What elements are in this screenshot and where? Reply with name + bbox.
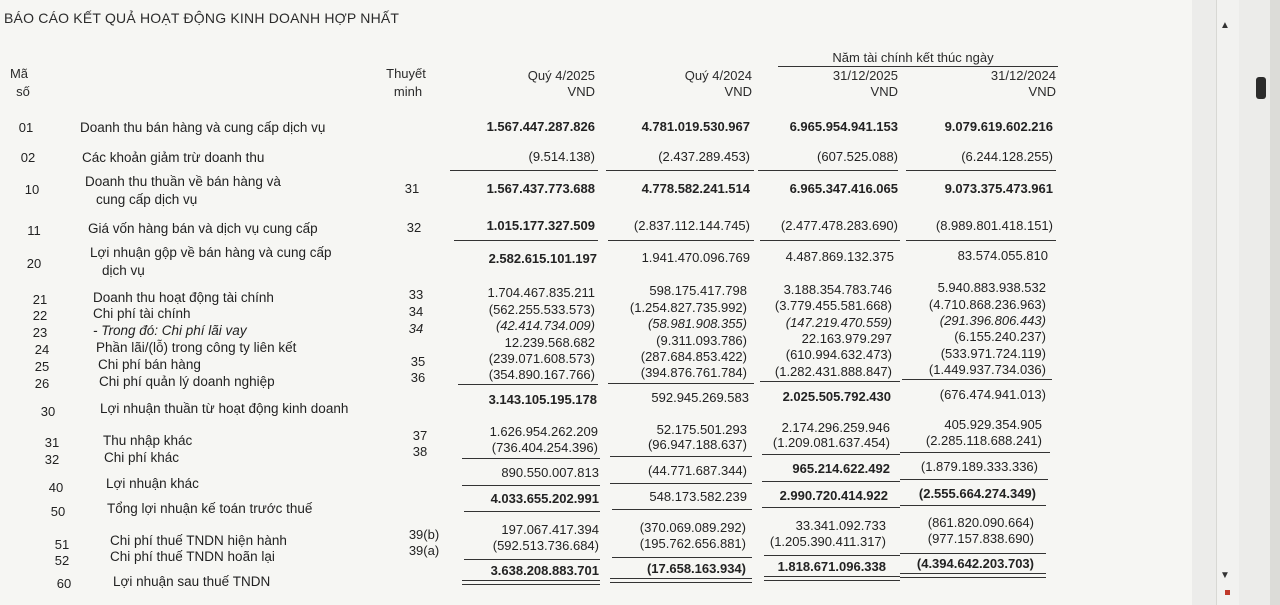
subtotal-line bbox=[762, 481, 900, 482]
q4-2024-value: (287.684.853.422) bbox=[640, 349, 747, 364]
row-label-line2: cung cấp dịch vụ bbox=[96, 192, 198, 207]
row-code: 01 bbox=[18, 120, 34, 135]
header-group-underline bbox=[778, 66, 1058, 67]
header-q4-2024-currency: VND bbox=[724, 84, 752, 99]
subtotal-line bbox=[906, 240, 1056, 241]
row-code: 50 bbox=[50, 504, 66, 519]
row-code: 30 bbox=[40, 404, 56, 419]
subtotal-line bbox=[464, 559, 600, 560]
subtotal-line bbox=[762, 454, 900, 455]
fy-2024-value: (676.474.941.013) bbox=[939, 387, 1046, 402]
subtotal-line bbox=[464, 511, 600, 512]
q4-2025-value: (592.513.736.684) bbox=[492, 538, 599, 553]
row-label: Chi phí quản lý doanh nghiệp bbox=[99, 374, 275, 389]
row-note: 38 bbox=[412, 444, 428, 459]
row-label: Chi phí thuế TNDN hoãn lại bbox=[110, 549, 275, 564]
row-label: Phần lãi/(lỗ) trong công ty liên kết bbox=[96, 340, 297, 355]
subtotal-line bbox=[450, 170, 598, 171]
header-fy-2025: 31/12/2025 bbox=[832, 68, 898, 83]
q4-2024-value: 592.945.269.583 bbox=[651, 390, 749, 405]
subtotal-line bbox=[900, 479, 1048, 480]
q4-2025-value: 2.582.615.101.197 bbox=[488, 251, 597, 266]
q4-2024-value: 1.941.470.096.769 bbox=[641, 250, 750, 265]
fy-2025-value: (610.994.632.473) bbox=[785, 347, 892, 362]
fy-2025-value: 22.163.979.297 bbox=[801, 331, 892, 346]
fy-2025-value: 2.990.720.414.922 bbox=[779, 488, 888, 503]
row-code: 21 bbox=[32, 292, 48, 307]
q4-2025-value: 3.143.105.195.178 bbox=[488, 392, 597, 407]
header-code-line2: số bbox=[16, 84, 30, 99]
q4-2024-value: (394.876.761.784) bbox=[640, 365, 747, 380]
q4-2025-value: 12.239.568.682 bbox=[504, 335, 595, 350]
report-title: BÁO CÁO KẾT QUẢ HOẠT ĐỘNG KINH DOANH HỢP NHẤT bbox=[4, 10, 400, 26]
q4-2024-value: (1.254.827.735.992) bbox=[629, 300, 747, 315]
subtotal-line bbox=[462, 458, 600, 459]
subtotal-line bbox=[900, 505, 1046, 506]
row-label: Lợi nhuận khác bbox=[106, 476, 199, 491]
subtotal-line bbox=[760, 381, 900, 382]
q4-2025-value: (9.514.138) bbox=[528, 149, 595, 164]
header-q4-2025-currency: VND bbox=[567, 84, 595, 99]
total-double-line bbox=[764, 576, 900, 581]
row-note: 34 bbox=[408, 304, 424, 319]
q4-2024-value: (2.837.112.144.745) bbox=[633, 218, 750, 233]
subtotal-line bbox=[612, 509, 752, 510]
q4-2025-value: 1.015.177.327.509 bbox=[486, 218, 595, 233]
fy-2025-value: (1.209.081.637.454) bbox=[772, 435, 890, 450]
row-label: Lợi nhuận gộp về bán hàng và cung cấp bbox=[90, 245, 332, 260]
fy-2024-value: (2.285.118.688.241) bbox=[925, 433, 1042, 448]
fy-2024-value: 83.574.055.810 bbox=[957, 248, 1048, 263]
fy-2025-value: (607.525.088) bbox=[817, 149, 898, 164]
fy-2024-value: (1.879.189.333.336) bbox=[920, 459, 1038, 474]
row-note: 33 bbox=[408, 287, 424, 302]
subtotal-line bbox=[902, 379, 1052, 380]
q4-2025-value: 890.550.007.813 bbox=[501, 465, 599, 480]
fy-2025-value: 4.487.869.132.375 bbox=[785, 249, 894, 264]
subtotal-line bbox=[610, 456, 752, 457]
fy-2024-value: (533.971.724.119) bbox=[940, 346, 1046, 361]
row-code: 11 bbox=[27, 223, 41, 238]
row-note: 36 bbox=[410, 370, 426, 385]
header-fy-2024: 31/12/2024 bbox=[990, 68, 1056, 83]
row-note: 31 bbox=[404, 181, 420, 196]
row-code: 20 bbox=[26, 256, 42, 271]
q4-2025-value: 1.567.437.773.688 bbox=[486, 181, 595, 196]
fy-2025-value: 6.965.347.416.065 bbox=[789, 181, 898, 196]
q4-2024-value: 598.175.417.798 bbox=[649, 283, 747, 298]
fy-2025-value: (147.219.470.559) bbox=[785, 315, 892, 330]
fy-2024-value: (6.244.128.255) bbox=[961, 149, 1053, 164]
row-code: 40 bbox=[48, 480, 64, 495]
q4-2024-value: (195.762.656.881) bbox=[639, 536, 746, 551]
subtotal-line bbox=[760, 240, 900, 241]
header-code-line1: Mã bbox=[9, 66, 29, 81]
subtotal-line bbox=[458, 384, 598, 385]
q4-2024-value: 4.781.019.530.967 bbox=[641, 119, 750, 134]
fy-2024-value: 9.073.375.473.961 bbox=[944, 181, 1053, 196]
q4-2025-value: (736.404.254.396) bbox=[491, 440, 598, 455]
row-label: - Trong đó: Chi phí lãi vay bbox=[93, 323, 247, 338]
row-label: Các khoản giảm trừ doanh thu bbox=[82, 150, 265, 165]
row-label: Lợi nhuận sau thuế TNDN bbox=[113, 574, 271, 589]
row-code: 51 bbox=[54, 537, 70, 552]
fy-2025-value: (2.477.478.283.690) bbox=[780, 218, 898, 233]
subtotal-line bbox=[610, 483, 752, 484]
fy-2025-value: (1.282.431.888.847) bbox=[774, 364, 892, 379]
row-note: 39(b) bbox=[408, 527, 440, 542]
subtotal-line bbox=[900, 553, 1046, 554]
row-label: Thu nhập khác bbox=[103, 433, 193, 448]
row-note: 34 bbox=[408, 321, 424, 336]
q4-2025-value: (42.414.734.009) bbox=[495, 318, 595, 333]
subtotal-line bbox=[454, 240, 598, 241]
header-year-group: Năm tài chính kết thúc ngày bbox=[832, 50, 994, 65]
row-code: 26 bbox=[34, 376, 50, 391]
fy-2024-value: 9.079.619.602.216 bbox=[944, 119, 1053, 134]
row-label: Chi phí bán hàng bbox=[98, 357, 201, 372]
row-label: Chi phí thuế TNDN hiện hành bbox=[110, 533, 287, 548]
q4-2024-value: 52.175.501.293 bbox=[656, 422, 747, 437]
q4-2025-value: 3.638.208.883.701 bbox=[490, 563, 599, 578]
q4-2024-value: (58.981.908.355) bbox=[647, 316, 747, 331]
total-double-line bbox=[462, 580, 600, 585]
fy-2025-value: (3.779.455.581.668) bbox=[774, 298, 892, 313]
subtotal-line bbox=[758, 170, 898, 171]
q4-2024-value: (9.311.093.786) bbox=[656, 333, 747, 348]
row-code: 52 bbox=[54, 553, 70, 568]
row-label: Doanh thu hoạt động tài chính bbox=[93, 290, 274, 305]
subtotal-line bbox=[462, 485, 600, 486]
row-label: Chi phí khác bbox=[104, 450, 180, 465]
q4-2025-value: (562.255.533.573) bbox=[488, 302, 595, 317]
q4-2025-value: (239.071.608.573) bbox=[488, 351, 595, 366]
subtotal-line bbox=[900, 452, 1050, 453]
row-code: 25 bbox=[34, 359, 50, 374]
fy-2025-value: (1.205.390.411.317) bbox=[769, 534, 886, 549]
q4-2024-value: (370.069.089.292) bbox=[639, 520, 746, 535]
row-code: 32 bbox=[44, 452, 60, 467]
row-code: 24 bbox=[34, 342, 50, 357]
q4-2024-value: 548.173.582.239 bbox=[649, 489, 747, 504]
fy-2024-value: (1.449.937.734.036) bbox=[928, 362, 1046, 377]
total-double-line bbox=[900, 573, 1046, 578]
subtotal-line bbox=[606, 170, 754, 171]
fy-2024-value: 405.929.354.905 bbox=[944, 417, 1042, 432]
scroll-up-icon[interactable]: ▲ bbox=[1220, 20, 1230, 31]
q4-2025-value: 197.067.417.394 bbox=[501, 522, 599, 537]
fy-2025-value: 1.818.671.096.338 bbox=[777, 559, 886, 574]
fy-2024-value: 5.940.883.938.532 bbox=[937, 280, 1046, 295]
row-label: Chi phí tài chính bbox=[93, 306, 191, 321]
q4-2025-value: 4.033.655.202.991 bbox=[490, 491, 599, 506]
subtotal-line bbox=[764, 555, 900, 556]
subtotal-line bbox=[608, 240, 754, 241]
row-label-line2: dịch vụ bbox=[102, 263, 145, 278]
q4-2024-value: 4.778.582.241.514 bbox=[641, 181, 750, 196]
fy-2024-value: (291.396.806.443) bbox=[939, 313, 1046, 328]
row-code: 23 bbox=[32, 325, 48, 340]
fy-2025-value: 2.174.296.259.946 bbox=[781, 420, 890, 435]
subtotal-line bbox=[906, 170, 1056, 171]
q4-2025-value: (354.890.167.766) bbox=[488, 367, 595, 382]
fy-2024-value: (2.555.664.274.349) bbox=[918, 486, 1036, 501]
fy-2025-value: 3.188.354.783.746 bbox=[783, 282, 892, 297]
marker-icon bbox=[1225, 590, 1230, 595]
fy-2024-value: (4.394.642.203.703) bbox=[916, 556, 1034, 571]
subtotal-line bbox=[608, 383, 754, 384]
fy-2025-value: 33.341.092.733 bbox=[795, 518, 886, 533]
header-note-line2: minh bbox=[393, 84, 423, 99]
header-fy-2024-currency: VND bbox=[1028, 84, 1056, 99]
header-fy-2025-currency: VND bbox=[870, 84, 898, 99]
q4-2024-value: (17.658.163.934) bbox=[646, 561, 746, 576]
header-q4-2025: Quý 4/2025 bbox=[527, 68, 595, 83]
fy-2025-value: 6.965.954.941.153 bbox=[789, 119, 898, 134]
row-code: 10 bbox=[24, 182, 40, 197]
fy-2025-value: 2.025.505.792.430 bbox=[782, 389, 891, 404]
q4-2025-value: 1.567.447.287.826 bbox=[486, 119, 595, 134]
fy-2024-value: (861.820.090.664) bbox=[927, 515, 1034, 530]
row-label: Lợi nhuận thuần từ hoạt động kinh doanh bbox=[100, 401, 349, 416]
fy-2025-value: 965.214.622.492 bbox=[792, 461, 890, 476]
row-note: 35 bbox=[410, 354, 426, 369]
scrollbar-thumb[interactable] bbox=[1256, 77, 1266, 99]
row-label: Giá vốn hàng bán và dịch vụ cung cấp bbox=[88, 221, 318, 236]
row-note: 37 bbox=[412, 428, 428, 443]
fy-2024-value: (977.157.838.690) bbox=[927, 531, 1034, 546]
fy-2024-value: (6.155.240.237) bbox=[954, 329, 1046, 344]
subtotal-line bbox=[762, 507, 900, 508]
scroll-down-icon[interactable]: ▼ bbox=[1220, 570, 1230, 581]
total-double-line bbox=[610, 578, 752, 583]
row-note: 39(a) bbox=[408, 543, 440, 558]
row-label: Doanh thu thuần về bán hàng và bbox=[85, 174, 281, 189]
q4-2024-value: (96.947.188.637) bbox=[647, 437, 747, 452]
q4-2025-value: 1.704.467.835.211 bbox=[487, 285, 595, 300]
row-code: 60 bbox=[56, 576, 72, 591]
subtotal-line bbox=[612, 557, 752, 558]
row-code: 31 bbox=[44, 435, 60, 450]
header-note-line1: Thuyết bbox=[386, 66, 426, 81]
vertical-scrollbar[interactable] bbox=[1216, 0, 1239, 605]
row-label: Doanh thu bán hàng và cung cấp dịch vụ bbox=[80, 120, 326, 135]
fy-2024-value: (4.710.868.236.963) bbox=[928, 297, 1046, 312]
header-q4-2024: Quý 4/2024 bbox=[684, 68, 752, 83]
q4-2024-value: (44.771.687.344) bbox=[647, 463, 747, 478]
fy-2024-value: (8.989.801.418.151) bbox=[935, 218, 1053, 233]
q4-2024-value: (2.437.289.453) bbox=[658, 149, 750, 164]
row-code: 02 bbox=[20, 150, 36, 165]
window-edge bbox=[1270, 0, 1280, 605]
row-label: Tổng lợi nhuận kế toán trước thuế bbox=[107, 501, 313, 516]
row-code: 22 bbox=[32, 308, 48, 323]
q4-2025-value: 1.626.954.262.209 bbox=[489, 424, 598, 439]
row-note: 32 bbox=[406, 220, 422, 235]
